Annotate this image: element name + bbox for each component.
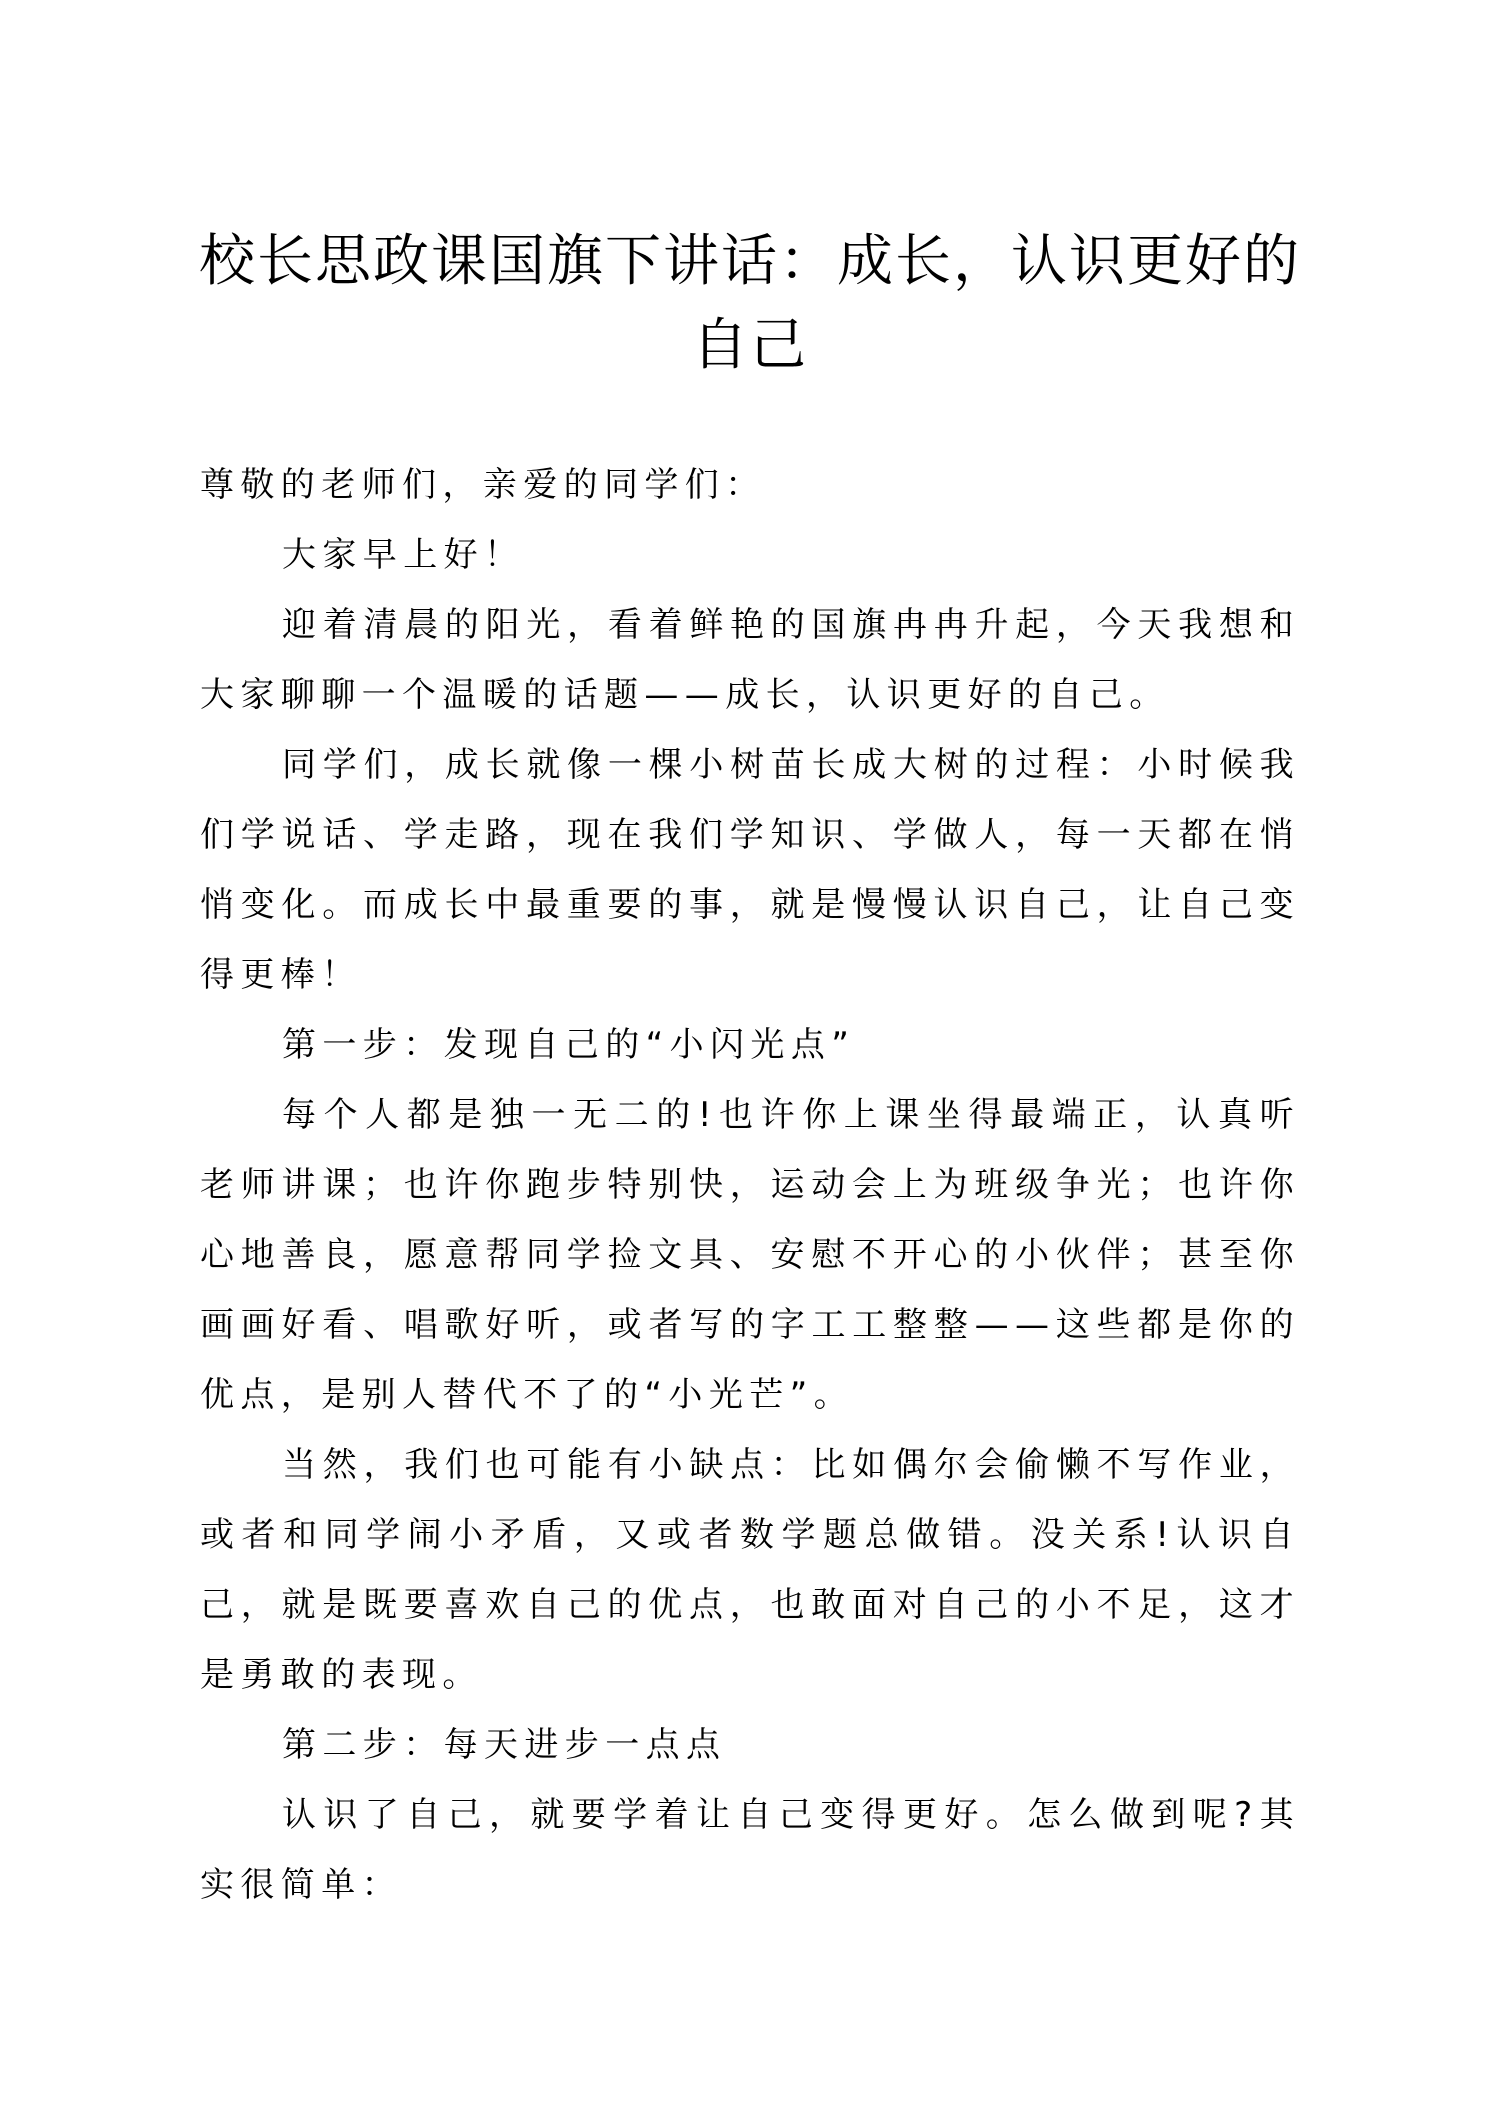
document-title: 校长思政课国旗下讲话：成长，认识更好的自己 bbox=[199, 229, 1301, 378]
improvement-paragraph: 认识了自己，就要学着让自己变得更好。怎么做到呢?其实很简单： bbox=[200, 1795, 1300, 1905]
weaknesses-paragraph: 当然，我们也可能有小缺点：比如偶尔会偷懒不写作业，或者和同学闹小矛盾，又或者数学题总做错。没关系!认识自己，就是既要喜欢自己的优点，也敢面对自己的小不足，这才是勇敢的表现。 bbox=[200, 1445, 1300, 1695]
salutation-paragraph: 尊敬的老师们，亲爱的同学们： bbox=[200, 465, 766, 505]
document-body bbox=[200, 450, 1300, 1920]
section-heading-step-one: 第一步：发现自己的“小闪光点” bbox=[282, 1025, 856, 1065]
intro-paragraph: 迎着清晨的阳光，看着鲜艳的国旗冉冉升起，今天我想和大家聊聊一个温暖的话题——成长，认识更好的自己。 bbox=[200, 605, 1300, 715]
greeting-paragraph: 大家早上好！ bbox=[282, 535, 525, 575]
growth-paragraph: 同学们，成长就像一棵小树苗长成大树的过程：小时候我们学说话、学走路，现在我们学知识、学做人，每一天都在悄悄变化。而成长中最重要的事，就是慢慢认识自己，让自己变得更棒！ bbox=[200, 745, 1300, 995]
section-heading-step-two: 第二步：每天进步一点点 bbox=[282, 1725, 727, 1765]
strengths-paragraph: 每个人都是独一无二的!也许你上课坐得最端正，认真听老师讲课；也许你跑步特别快，运动会上为班级争光；也许你心地善良，愿意帮同学捡文具、安慰不开心的小伙伴；甚至你画画好看、唱歌好听，或者写的字工工整整——这些都是你的优点，是别人替代不了的“小光芒”。 bbox=[200, 1095, 1300, 1415]
